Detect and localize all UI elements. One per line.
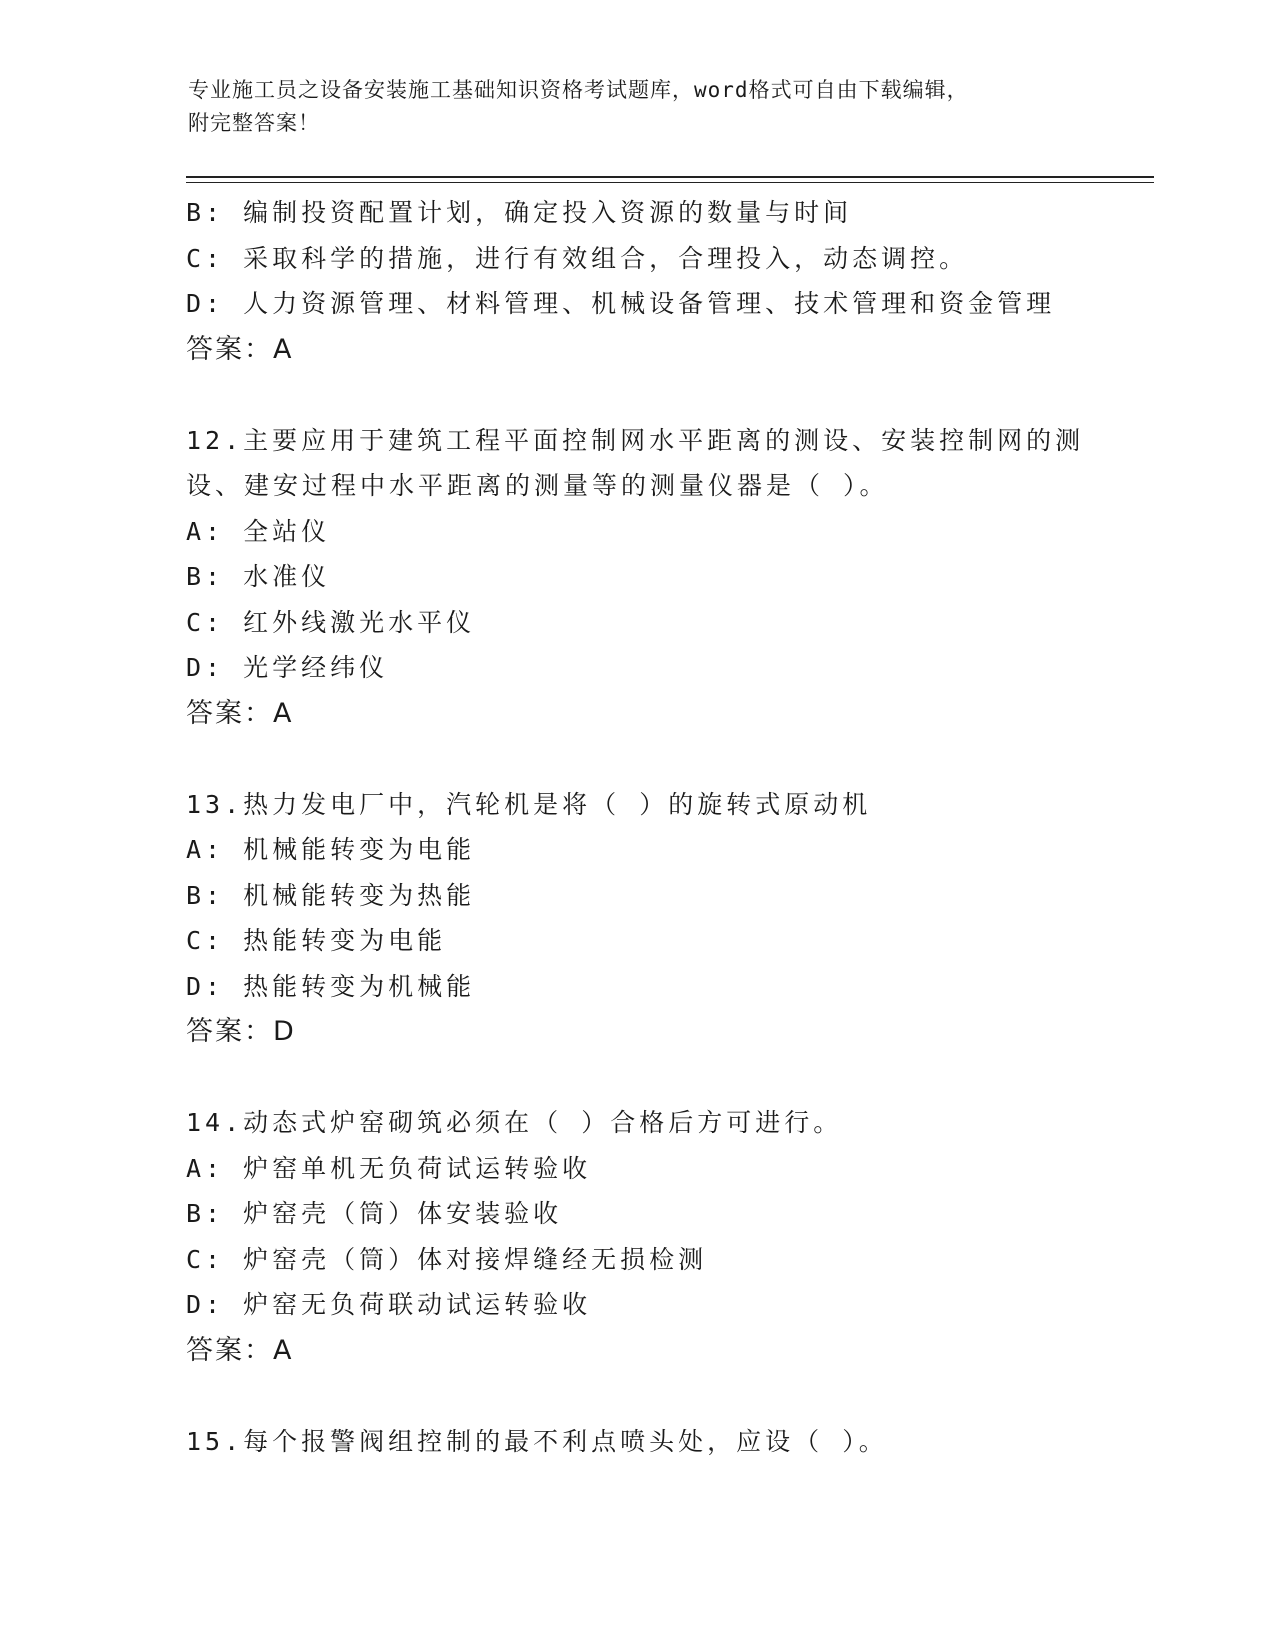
page-header [188, 74, 1088, 140]
option-c: C: 红外线激光水平仪 [186, 607, 476, 637]
question-stem: 15.每个报警阀组控制的最不利点喷头处，应设（ ）。 [186, 1426, 888, 1456]
question-stem-line-1: 12.主要应用于建筑工程平面控制网水平距离的测设、安装控制网的测 [186, 425, 1085, 455]
option-d: D: 人力资源管理、材料管理、机械设备管理、技术管理和资金管理 [186, 289, 1056, 318]
answer-line: 答案：A [186, 333, 294, 365]
question-15 [186, 1419, 1086, 1465]
option-b: B: 水准仪 [186, 562, 331, 591]
option-a: A: 机械能转变为电能 [186, 835, 476, 864]
spacer [186, 1055, 1086, 1101]
header-line-2: 附完整答案！ [188, 111, 320, 135]
option-d: D: 炉窑无负荷联动试运转验收 [186, 1290, 592, 1319]
option-b: B: 机械能转变为热能 [186, 880, 476, 910]
option-d: D: 热能转变为机械能 [186, 971, 476, 1001]
option-c: C: 采取科学的措施，进行有效组合，合理投入，动态调控。 [186, 243, 969, 273]
option-c: C: 炉窑壳（筒）体对接焊缝经无损检测 [186, 1244, 708, 1274]
question-13 [186, 782, 1086, 1055]
answer-line: 答案：D [186, 1016, 296, 1047]
question-list [186, 190, 1086, 1464]
question-stem: 14.动态式炉窑砌筑必须在（ ）合格后方可进行。 [186, 1108, 843, 1137]
spacer [186, 372, 1086, 418]
header-divider-thick [186, 176, 1154, 178]
option-d: D: 光学经纬仪 [186, 653, 389, 682]
option-a: A: 全站仪 [186, 516, 331, 546]
option-a: A: 炉窑单机无负荷试运转验收 [186, 1153, 592, 1183]
header-line-1: 专业施工员之设备安装施工基础知识资格考试题库，word格式可自由下载编辑， [188, 78, 969, 102]
spacer [186, 1373, 1086, 1419]
spacer [186, 736, 1086, 782]
question-stem: 13.热力发电厂中，汽轮机是将（ ）的旋转式原动机 [186, 789, 872, 819]
option-b: B: 编制投资配置计划，确定投入资源的数量与时间 [186, 198, 853, 227]
question-14 [186, 1100, 1086, 1373]
question-12 [186, 418, 1086, 737]
header-divider-thin [186, 182, 1154, 183]
option-b: B: 炉窑壳（筒）体安装验收 [186, 1199, 563, 1228]
answer-line: 答案：A [186, 1334, 294, 1366]
question-stem-line-2: 设、建安过程中水平距离的测量等的测量仪器是（ ）。 [186, 471, 889, 500]
answer-line: 答案：A [186, 697, 294, 729]
option-c: C: 热能转变为电能 [186, 926, 447, 955]
question-11 [186, 190, 1086, 372]
